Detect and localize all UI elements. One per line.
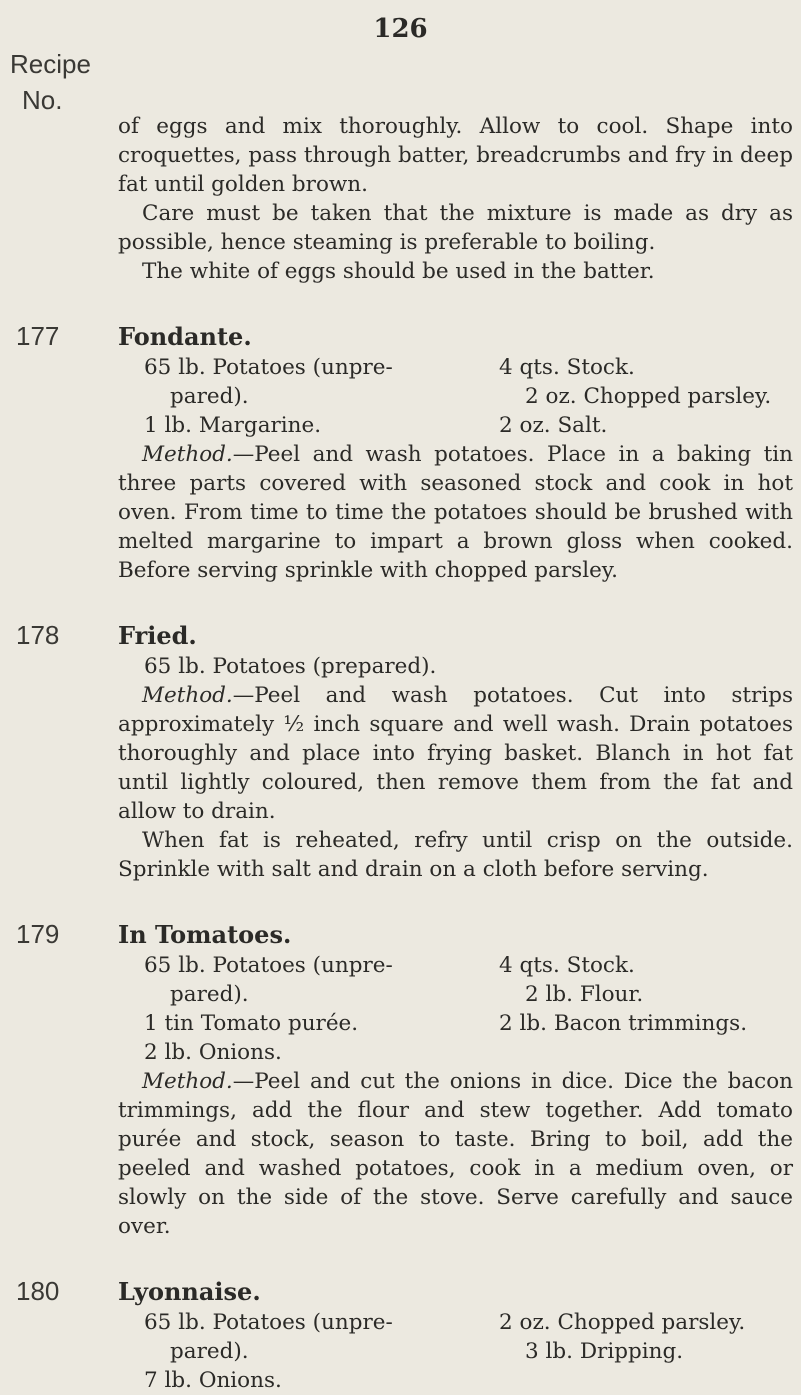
ingredient: 4 qts. Stock. [499, 953, 635, 978]
ingredient: 65 lb. Potatoes (unpre- [144, 1310, 393, 1335]
ingredient-row [144, 1038, 793, 1067]
recipe-method [118, 1067, 793, 1241]
ingredient: pared). [170, 1339, 249, 1364]
ingredient: 3 lb. Dripping. [525, 1339, 684, 1364]
page-content [16, 112, 793, 1395]
ingredient: 2 oz. Chopped parsley. [525, 384, 772, 409]
ingredient: 2 oz. Salt. [499, 413, 608, 438]
ingredient-list [118, 951, 793, 1067]
ingredient-row [144, 951, 793, 980]
recipe-177 [16, 321, 793, 585]
recipe-method [118, 440, 793, 585]
ingredient-row [144, 1009, 793, 1038]
recipe-number: 179 [16, 919, 60, 949]
recipe-title: Lyonnaise. [118, 1277, 261, 1306]
ingredient: 2 oz. Chopped parsley. [499, 1310, 746, 1335]
ingredient-list [118, 1308, 793, 1395]
continuation-paragraph: of eggs and mix thoroughly. Allow to cool. Shape into croquettes, pass through batter, breadcrumbs and fry in deep fat until golden brown. [118, 114, 793, 197]
method-label: Method. [142, 1069, 233, 1094]
ingredient-row [144, 411, 793, 440]
recipe-179 [16, 919, 793, 1241]
ingredient: 65 lb. Potatoes (unpre- [144, 953, 393, 978]
ingredient: pared). [170, 982, 249, 1007]
method-text: —Peel and cut the onions in dice. Dice the bacon trimmings, add the flour and stew together. Add tomato purée and stock, season to taste. Bring to boil, add the peeled and washed potatoes, cook in a medium oven, or slowly on the side of the stove. Serve carefully and sauce over. [118, 1069, 793, 1239]
recipe-number: 180 [16, 1276, 60, 1306]
recipe-178 [16, 620, 793, 884]
ingredient-list [118, 353, 793, 440]
margin-heading [10, 46, 91, 118]
margin-heading-no: No. [22, 85, 63, 115]
recipe-method [118, 681, 793, 826]
method-text: —Peel and wash potatoes. Place in a baking tin three parts covered with seasoned stock and cook in hot oven. From time to time the potatoes should be brushed with melted margarine to impart a brown gloss when cooked. Before serving sprinkle with chopped parsley. [118, 442, 793, 583]
ingredient: 2 lb. Onions. [144, 1040, 282, 1065]
ingredient-row [144, 980, 793, 1009]
page-number: 126 [373, 14, 428, 44]
ingredient: 7 lb. Onions. [144, 1368, 282, 1393]
ingredient-row [144, 1308, 793, 1337]
ingredient: 2 lb. Bacon trimmings. [499, 1011, 748, 1036]
margin-heading-recipe: Recipe [10, 49, 91, 79]
ingredient: 4 qts. Stock. [499, 355, 635, 380]
recipe-number: 177 [16, 321, 60, 351]
ingredient: 1 tin Tomato purée. [144, 1011, 359, 1036]
recipe-title: Fondante. [118, 322, 252, 351]
ingredient: 2 lb. Flour. [525, 982, 644, 1007]
ingredient-row [144, 1337, 793, 1366]
ingredient-row [144, 1366, 793, 1395]
continuation-note: Care must be taken that the mixture is made as dry as possible, hence steaming is preferable to boiling. [118, 201, 793, 255]
ingredient: 1 lb. Margarine. [144, 413, 322, 438]
ingredient-row [144, 382, 793, 411]
ingredient-row [144, 353, 793, 382]
method-text: —Peel and wash potatoes. Cut into strips approximately ½ inch square and well wash. Drain potatoes thoroughly and place into frying basket. Blanch in hot fat until lightly coloured, then remove them from the fat and allow to drain. [118, 683, 793, 824]
recipe-180 [16, 1276, 793, 1395]
recipe-number: 178 [16, 620, 60, 650]
continuation-note: The white of eggs should be used in the batter. [142, 259, 655, 284]
ingredient: 65 lb. Potatoes (prepared). [144, 654, 437, 679]
ingredient-row [144, 652, 793, 681]
recipe-title: Fried. [118, 621, 197, 650]
method-label: Method. [142, 442, 233, 467]
recipe-note: When fat is reheated, refry until crisp on the outside. Sprinkle with salt and drain on a cloth before serving. [118, 828, 793, 882]
ingredient: pared). [170, 384, 249, 409]
continuation-section [118, 112, 793, 286]
ingredient-list [118, 652, 793, 681]
ingredient: 65 lb. Potatoes (unpre- [144, 355, 393, 380]
recipe-title: In Tomatoes. [118, 920, 292, 949]
method-label: Method. [142, 683, 233, 708]
